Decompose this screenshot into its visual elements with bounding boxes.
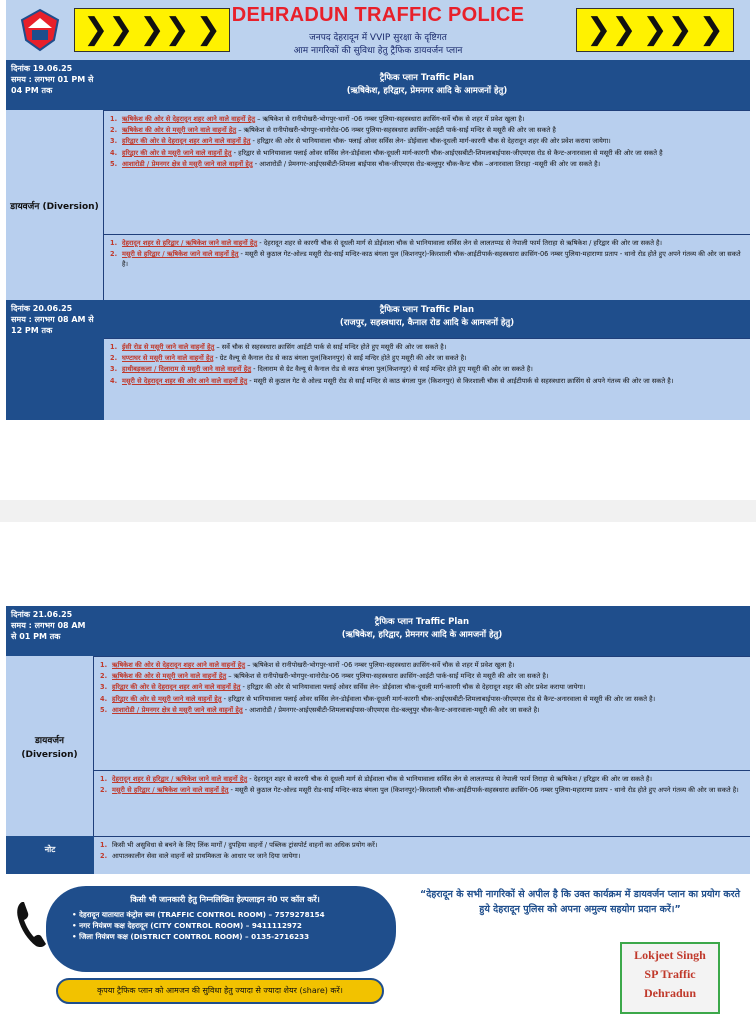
header-subtitle-1: जनपद देहरादून में VVIP सुरक्षा के दृष्टिगत: [309, 33, 447, 43]
item-number: 3.: [110, 365, 118, 374]
route-description: - मसूरी से कुठाल गेट-ओल्ड मसूरी रोड-साईं मन्दिर-काठ बंगला पुल (किशनपुर)-किरशाली चौक-आईटीपार्क-सहस्त्रधारा क्रासिंग-06 नम्बर पुलिया-महाराणा प्रताप - थानो रोड होते हुए अपने गंतव्य की ओर जा सकते है।: [122, 250, 741, 269]
route-heading: देहरादून शहर से हरिद्वार / ऋषिकेश जाने वाले वाहनों हेतु: [122, 239, 258, 247]
item-number: 1.: [110, 115, 118, 123]
plan3-diversion-hindi: डायवर्जन: [34, 735, 65, 746]
item-number: 4.: [100, 694, 108, 703]
route-heading: हरिद्वार की ओर से देहरादून शहर आने वाले वाहनों हेतु: [112, 683, 241, 692]
item-number: 3.: [100, 683, 108, 692]
plan1-date-cell: [6, 60, 104, 110]
route-description: - हरिद्वार की ओर से भानियावाला चौक- फ्लाई ओवर सर्विस लेन- डोईवाला चौक-दूधली मार्ग-कारगी चौक से देहरादून शहर की ओर प्रवेश कराया जायेगा।: [250, 137, 611, 146]
list-item: [110, 238, 744, 248]
route-description: – सर्वे चौक से सहस्त्रधारा क्रासिंग आईटी पार्क से साईं मन्दिर होते हुए मसूरी की ओर जा सकते है।: [214, 343, 447, 351]
plan3-diversion-label: [6, 656, 94, 836]
item-text: [112, 705, 744, 715]
item-text: [112, 682, 744, 692]
route-heading: मसूरी से हरिद्वार / ऋषिकेश जाने वाले वाहनों हेतु: [112, 786, 229, 795]
list-item: [110, 376, 744, 386]
plan3-subtitle: (ऋषिकेश, हरिद्वार, प्रेमनगर आदि के आमजनों हेतु): [341, 629, 503, 640]
item-text: [122, 148, 744, 158]
list-item: [100, 694, 744, 704]
route-heading: आशारोडी / प्रेमनगर क्षेत्र से मसूरी जाने वाले वाहनों हेतु: [112, 705, 243, 714]
plan3-group1: [94, 656, 750, 770]
notes: [94, 836, 750, 874]
route-heading: ऋषिकेश की ओर से मसूरी जाने वाले वाहनों हेतु: [122, 126, 237, 135]
helpline-city: • नगर नियंत्रण कक्ष देहरादून (CITY CONTROL ROOM) – 9411112972: [72, 921, 302, 931]
list-item: [110, 249, 744, 269]
route-description: – ऋषिकेश से रानीपोखरी-भोगपुर-थानोरोड-06 नम्बर पुलिया-सहस्त्रधारा क्रासिंग-आईटी पार्क-साईं मन्दिर से मसूरी की ओर जा सकते है: [236, 126, 556, 135]
plan3-time: समय : लगभग 08 AM से 01 PM तक: [11, 621, 86, 642]
route-description: – ऋषिकेश से रानीपोखरी-भोगपुर-थानों -06 नम्बर पुलिया-सहस्त्रधारा क्रासिंग-सर्वे चौक से शहर में प्रवेश खुला है।: [255, 115, 525, 123]
route-heading: ऋषिकेश की ओर से मसूरी जाने वाले वाहनों हेतु: [112, 672, 227, 681]
item-number: 1.: [110, 343, 118, 351]
item-number: 2.: [100, 852, 108, 861]
list-item: [100, 840, 744, 850]
route-description: - हरिद्वार से भानियावाला फ्लाई ओवर सर्विस लेन-डोईवाला चौक-दूधली मार्ग-कारगी चौक-आईएसबीटी-शिमलाबाईपास-जीएमएस रोड से कैन्ट-अनारवाला से मसूरी की ओर जा सकते है।: [221, 694, 656, 703]
route-description: - ग्रेट वैल्यू से कैनाल रोड से काठ बंगला पुल(किशनपुर) से साईं मन्दिर होते हुए मसूरी की ओर जा सकते है।: [213, 354, 467, 363]
plan1-title: ट्रैफिक प्लान Traffic Plan: [379, 73, 475, 83]
route-heading: हरिद्वार की ओर से मसूरी जाने वाले वाहनों हेतु: [112, 694, 222, 703]
list-item: [100, 785, 744, 795]
list-item: [100, 682, 744, 692]
route-heading: मसूरी से देहरादून शहर की ओर आने वाले वाहनों हेतु: [122, 376, 248, 385]
helpline-panel: [46, 886, 396, 972]
route-description: - हरिद्वार की ओर से भानियावाला फ्लाई ओवर सर्विस लेन- डोईवाला चौक-दूधली मार्ग-कारगी चौक से देहरादून शहर की ओर प्रवेश कराया जायेगा।: [240, 683, 586, 692]
route-heading: हरिद्वार की ओर से देहरादून शहर आने वाले वाहनों हेतु: [122, 137, 251, 146]
list-item: [100, 851, 744, 861]
item-text: [112, 660, 744, 670]
item-text: [112, 840, 744, 850]
item-number: 2.: [100, 672, 108, 681]
page-separator: [0, 500, 756, 522]
plan3-date: दिनांक 21.06.25: [11, 610, 73, 619]
route-description: आपातकालीन सेवा वाले वाहनों को प्राथमिकता के आधार पर जाने दिया जायेगा।: [112, 852, 301, 861]
item-number: 1.: [110, 239, 118, 247]
item-text: [122, 353, 744, 363]
plan3-title: ट्रैफिक प्लान Traffic Plan: [374, 617, 470, 627]
signature-city: Dehradun: [643, 986, 696, 1001]
item-text: [112, 671, 744, 681]
list-item: [100, 705, 744, 715]
item-text: [112, 851, 744, 861]
item-text: [122, 125, 744, 135]
plan2-date-cell: [6, 300, 104, 420]
item-text: [122, 238, 744, 248]
plan1-group2: [104, 234, 750, 300]
signature-role: SP Traffic: [644, 967, 696, 982]
route-heading: ईसी रोड से मसूरी जाने वाले वाहनों हेतु: [122, 343, 215, 351]
appeal-text: “देहरादून के सभी नागरिकों से अपील है कि उक्त कार्यक्रम में डायवर्जन प्लान का प्रयोग करते हुये देहरादून पुलिस को अपना अमुल्य सहयोग प्रदान करें।”: [419, 889, 741, 915]
list-item: [100, 774, 744, 784]
plan1-group1: [104, 110, 750, 234]
plan3-date-cell: [6, 606, 94, 656]
plan3-diversion-english: (Diversion): [21, 749, 78, 760]
item-text: [112, 774, 744, 784]
page-title: DEHRADUN TRAFFIC POLICE: [231, 4, 525, 26]
route-description: – ऋषिकेश से रानीपोखरी-भोगपुर-थानों -06 नम्बर पुलिया-सहस्त्रधारा क्रासिंग-सर्वे चौक से शहर में प्रवेश खुला है।: [245, 661, 515, 669]
item-number: 1.: [100, 841, 108, 849]
route-heading: आशारोडी / प्रेमनगर क्षेत्र से मसूरी जाने वाले वाहनों हेतु: [122, 159, 253, 168]
phone-icon: [14, 898, 50, 950]
list-item: [110, 353, 744, 363]
plan2-subtitle: (राजपुर, सहस्त्रधारा, कैनाल रोड आदि के आमजनों हेतु): [339, 317, 515, 328]
item-text: [122, 249, 744, 269]
item-number: 5.: [100, 705, 108, 714]
item-number: 5.: [110, 159, 118, 168]
item-text: [122, 114, 744, 124]
route-description: - देहरादून शहर से कारगी चौक से दूधली मार्ग से डोईवाला चौक से भानियावाला सर्विस लेन से लालतप्पड से नेपाली फार्म तिराहा से ऋषिकेश / हरिद्वार की ओर जा सकते है।: [247, 775, 653, 783]
list-item: [110, 148, 744, 158]
item-text: [122, 364, 744, 374]
item-number: 2.: [100, 786, 108, 795]
route-heading: हरिद्वार की ओर से मसूरी जाने वाले वाहनों हेतु: [122, 148, 232, 157]
route-description: - मसूरी से कुठाल गेट से ओल्ड मसूरी रोड से साईं मन्दिर से काठ बंगला पुल (किशनपुर) से किरशाली चौक से आईटीपार्क से सहस्त्रधारा क्रासिंग से अपने गंतव्य की ओर जा सकते है।: [247, 376, 674, 385]
plan1-date: दिनांक 19.06.25: [11, 64, 73, 73]
item-text: [112, 694, 744, 704]
list-item: [110, 136, 744, 146]
plan2-header: [104, 300, 750, 338]
item-text: [122, 136, 744, 146]
item-number: 2.: [110, 250, 118, 259]
item-number: 1.: [100, 661, 108, 669]
list-item: [110, 342, 744, 352]
route-heading: देहरादून शहर से हरिद्वार / ऋषिकेश जाने वाले वाहनों हेतु: [112, 775, 248, 783]
plan2-title: ट्रैफिक प्लान Traffic Plan: [379, 305, 475, 315]
item-number: 3.: [110, 137, 118, 146]
plan1-header: [104, 60, 750, 110]
item-text: [122, 159, 744, 169]
route-description: - आशारोडी / प्रेमनगर-आईएसबीटी-शिमलाबाईपास-जीएमएस रोड-बल्लुपुर चौक-कैन्ट-अनारवाला-मसूरी की ओर जा सकते है।: [242, 705, 540, 714]
plan2-items: [104, 338, 750, 420]
route-heading: मसूरी से हरिद्वार / ऋषिकेश जाने वाले वाहनों हेतु: [122, 250, 239, 259]
plan3-group2: [94, 770, 750, 836]
list-item: [110, 364, 744, 374]
helpline-heading: किसी भी जानकारी हेतु निम्नलिखित हेल्पलाइन नं0 पर कॉल करें।: [130, 895, 320, 904]
plan3-header: [94, 606, 750, 656]
route-heading: ऋषिकेश की ओर से देहरादून शहर आने वाले वाहनों हेतु: [112, 661, 246, 669]
helpline-traffic: • देहरादून यातायात कंट्रोल रूम (TRAFFIC CONTROL ROOM) – 7579278154: [72, 910, 325, 919]
chevron-arrows-right: ❯❯ ❯❯ ❯: [576, 8, 734, 52]
route-description: - देहरादून शहर से कारगी चौक से दूधली मार्ग से डोईवाला चौक से भानियावाला सर्विस लेन से लालतप्पड से नेपाली फार्म तिराहा से ऋषिकेश / हरिद्वार की ओर जा सकते है।: [257, 239, 663, 247]
chevron-arrows-left: ❯❯ ❯❯ ❯: [74, 8, 230, 52]
item-text: [122, 342, 744, 352]
route-heading: ऋषिकेश की ओर से देहरादून शहर आने वाले वाहनों हेतु: [122, 115, 256, 123]
route-description: - मसूरी से कुठाल गेट-ओल्ड मसूरी रोड-साईं मन्दिर-काठ बंगला पुल (किशनपुर)-किरशाली चौक-आईटीपार्क-सहस्त्रधारा क्रासिंग-06 नम्बर पुलिया-महाराणा प्रताप - थानो रोड होते हुए अपने गंतव्य की ओर जा सकते है।: [228, 786, 739, 795]
route-description: - हरिद्वार से भानियावाला फ्लाई ओवर सर्विस लेन-डोईवाला चौक-दूधली मार्ग-कारगी चौक-आईएसबीटी-शिमलाबाईपास-जीएमएस रोड से कैन्ट-अनारवाला से मसूरी की ओर जा सकते है: [231, 148, 663, 157]
item-text: [112, 785, 744, 795]
item-number: 1.: [100, 775, 108, 783]
route-heading: हाथीबड़कला / दिलाराम से मसूरी जाने वाले वाहनों हेतु: [122, 365, 252, 374]
plan1-subtitle: (ऋषिकेश, हरिद्वार, प्रेमनगर आदि के आमजनों हेतु): [346, 85, 508, 96]
plan1-diversion-label: डायवर्जन (Diversion): [6, 110, 104, 300]
signature-name: Lokjeet Singh: [634, 948, 706, 962]
plan1-time: समय : लगभग 01 PM से 04 PM तक: [11, 75, 94, 96]
item-number: 2.: [110, 126, 118, 135]
list-item: [100, 671, 744, 681]
item-text: [122, 376, 744, 386]
route-description: किसी भी असुविधा से बचने के लिए लिंक मार्गों / दुपहिया वाहनों / पब्लिक ट्रांसपोर्ट वाहनों का अधिक प्रयोग करें।: [112, 841, 378, 849]
plan2-date: दिनांक 20.06.25: [11, 304, 73, 313]
list-item: [110, 114, 744, 124]
plan2-time: समय : लगभग 08 AM से 12 PM तक: [11, 315, 94, 336]
signature-box: [620, 942, 720, 1014]
share-banner: कृपया ट्रैफिक प्लान को आमजन की सुविधा हेतु ज्यादा से ज्यादा शेयर (share) करें।: [56, 978, 384, 1004]
list-item: [100, 660, 744, 670]
helpline-district: • जिला नियंत्रण कक्ष (DISTRICT CONTROL ROOM) – 0135-2716233: [72, 932, 310, 942]
item-number: 4.: [110, 376, 118, 385]
route-heading: घण्टाघर से मसूरी जाने वाले वाहनों हेतु: [122, 354, 214, 363]
route-description: - दिलाराम से ग्रेट वैल्यू से कैनाल रोड से काठ बंगला पुल(किशनपुर) से साईं मन्दिर होते हुए मसूरी की ओर जा सकते है।: [251, 365, 533, 374]
route-description: – ऋषिकेश से रानीपोखरी-भोगपुर-थानोरोड-06 नम्बर पुलिया-सहस्त्रधारा क्रासिंग-आईटी पार्क-साईं मन्दिर से मसूरी की ओर जा सकते है।: [226, 672, 549, 681]
note-label: नोट: [6, 836, 94, 874]
list-item: [110, 159, 744, 169]
route-description: - आशारोडी / प्रेमनगर-आईएसबीटी-शिमला बाईपास चौक-जीएमएस रोड-बल्लुपुर चौक-कैन्ट चौक –अनारवाला तिराहा -मसूरी की ओर जा सकते है।: [252, 159, 601, 168]
header-subtitle-2: आम नागरिकों की सुविधा हेतु ट्रैफिक डायवर्जन प्लान: [293, 46, 463, 56]
list-item: [110, 125, 744, 135]
item-number: 2.: [110, 354, 118, 363]
item-number: 4.: [110, 148, 118, 157]
